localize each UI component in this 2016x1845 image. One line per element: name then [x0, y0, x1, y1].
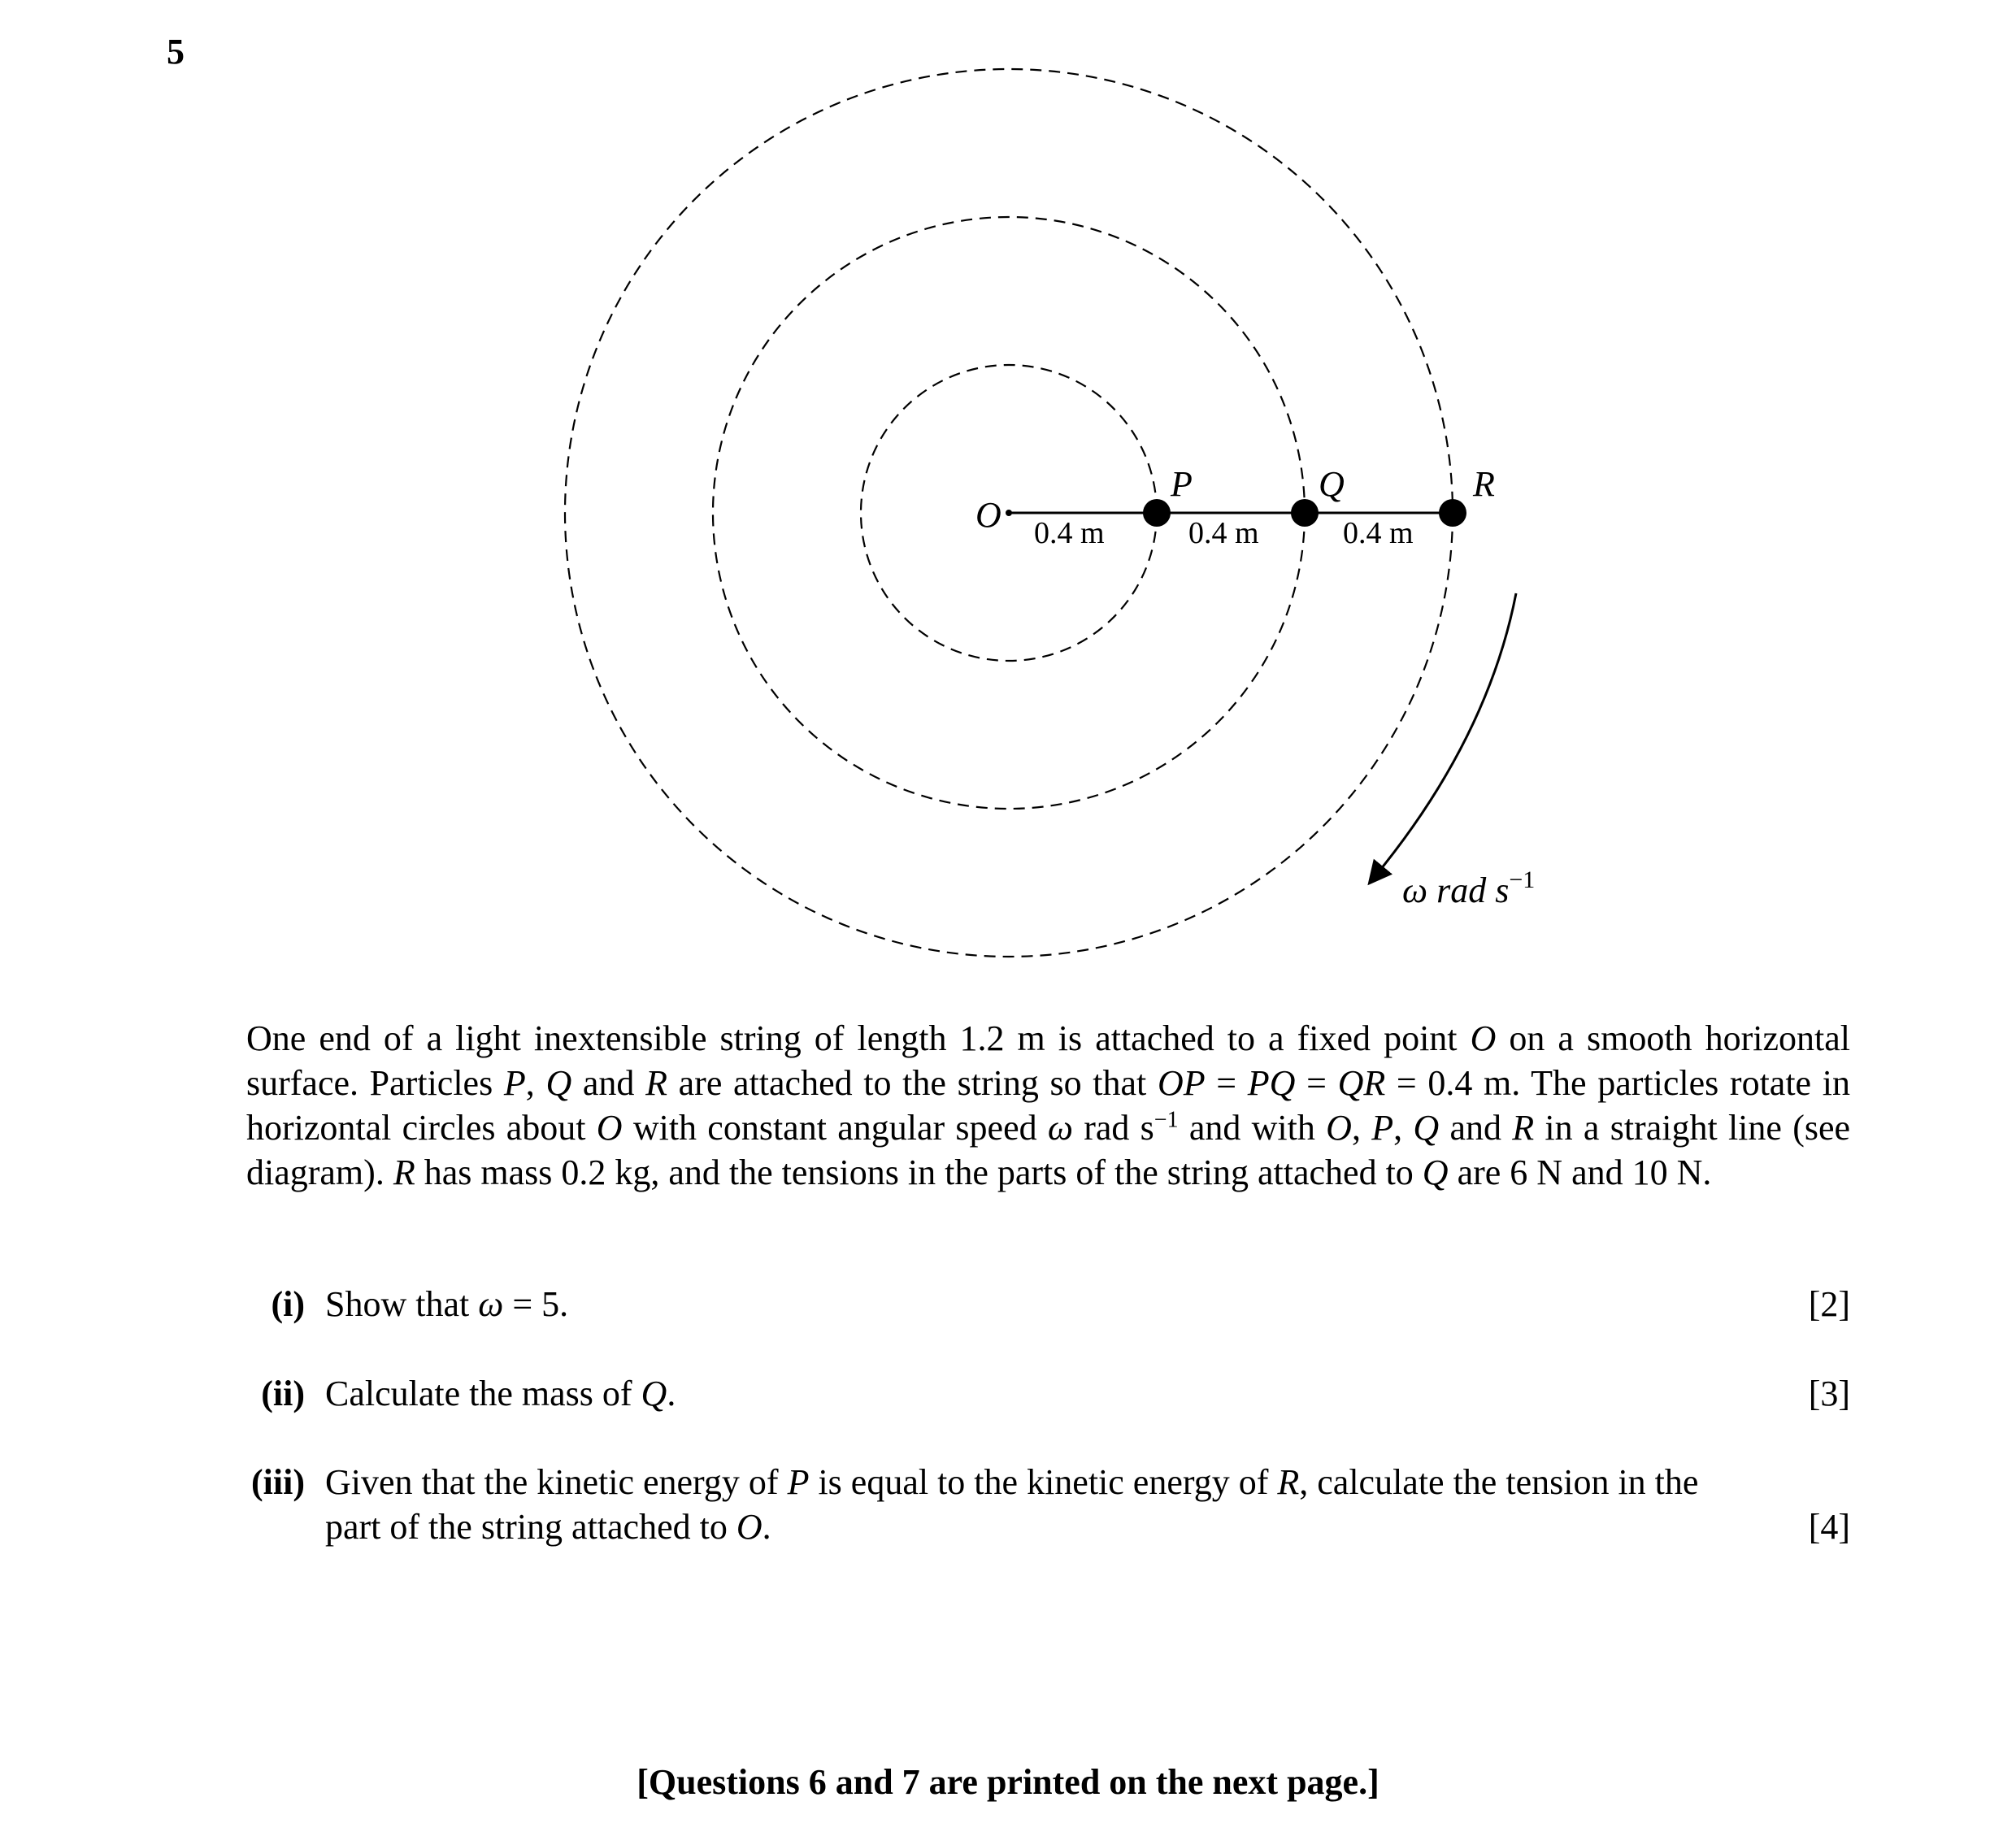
part-marks: [4]	[1808, 1507, 1850, 1547]
point-O	[1006, 510, 1012, 516]
part-text-line1: Given that the kinetic energy of P is equal to the kinetic energy of R, calculate the tension in the	[325, 1462, 1699, 1502]
segment-label-QR: 0.4 m	[1343, 516, 1414, 550]
part-text: Show that ω = 5.	[325, 1284, 569, 1324]
segment-label-PQ: 0.4 m	[1188, 516, 1259, 550]
part-iii	[246, 1460, 1850, 1551]
part-marks: [2]	[1808, 1284, 1850, 1324]
label-R: R	[1473, 464, 1495, 504]
part-label: (ii)	[261, 1374, 305, 1413]
part-label: (i)	[271, 1284, 305, 1324]
particle-P	[1143, 499, 1171, 527]
particle-Q	[1291, 499, 1319, 527]
label-O: O	[975, 495, 1001, 535]
label-P: P	[1171, 464, 1193, 504]
angular-speed-label: ω rad $s^{-1}$	[1402, 866, 1536, 910]
part-text-line2: part of the string attached to O.	[325, 1507, 771, 1547]
label-Q: Q	[1319, 464, 1345, 504]
segment-label-OP: 0.4 m	[1034, 516, 1105, 550]
question-number: 5	[167, 32, 185, 72]
part-text: Calculate the mass of Q.	[325, 1374, 676, 1413]
footer-note: [Questions 6 and 7 are printed on the next page.]	[637, 1762, 1379, 1802]
rotation-arrow	[1374, 593, 1516, 878]
particle-R	[1439, 499, 1466, 527]
question-intro: One end of a light inextensible string of length 1.2 m is attached to a fixed point O on a smooth horizontal surface. Particles P, Q and R are attached to the string so that OP = PQ = QR = 0.4 m. The particles rotate in horizontal circles about O with constant angular speed ω rad $s^{-1}$ and with O, P, Q and R in a straight line (see diagram). R has mass 0.2 kg, and the tensions in the parts of the string attached to Q are 6 N and 10 N.	[246, 1018, 1851, 1192]
part-marks: [3]	[1808, 1374, 1850, 1413]
part-label: (iii)	[251, 1462, 305, 1502]
